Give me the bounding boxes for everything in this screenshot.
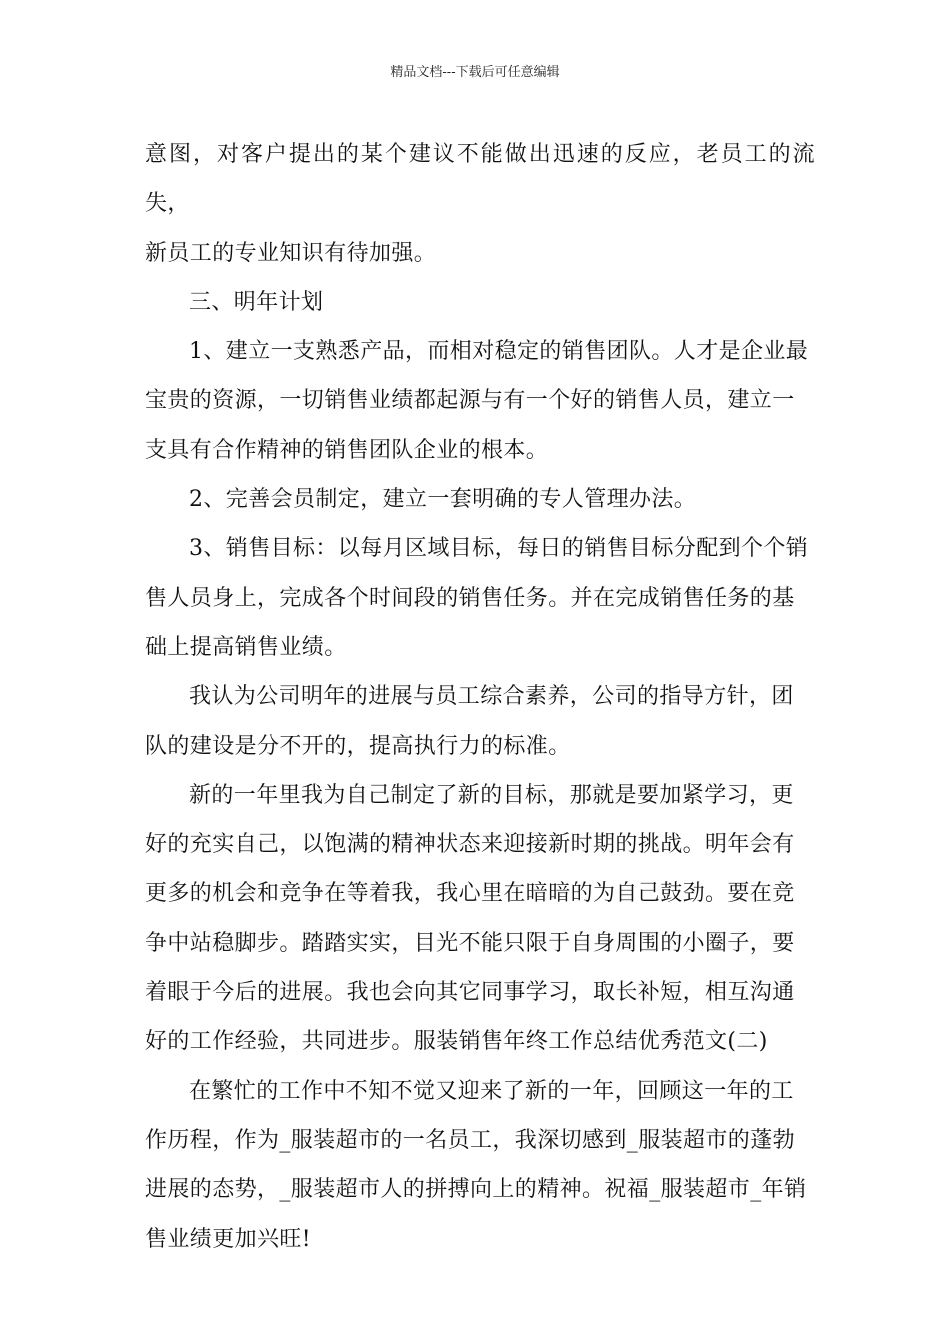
page-header: 精品文档---下载后可任意编辑 xyxy=(390,65,560,80)
paragraph-review-year: 在繁忙的工作中不知不觉又迎来了新的一年，回顾这一年的工 作历程，作为_服装超市的一名员工，我深切感到_服装超市的蓬勃 进展的态势，_服装超市人的拼搏向上的精神。祝福_服装超市_年销 售业绩更加兴旺! xyxy=(145,1078,807,1252)
paragraph-plan-item-2: 2、完善会员制定，建立一套明确的专人管理办法。 xyxy=(189,487,697,513)
document-body xyxy=(145,130,815,1264)
paragraph-plan-item-3: 3、销售目标：以每月区域目标，每日的销售目标分配到个个销 售人员身上，完成各个时间段的销售任务。并在完成销售任务的基 础上提高销售业绩。 xyxy=(145,536,809,660)
section-heading-next-year-plan: 三、明年计划 xyxy=(189,289,324,315)
paragraph-continuation: 意图，对客户提出的某个建议不能做出迅速的反应，老员工的流失， 新员工的专业知识有待加强。 xyxy=(145,142,815,266)
paragraph-new-year-goals: 新的一年里我为自己制定了新的目标，那就是要加紧学习，更 好的充实自己，以饱满的精神状态来迎接新时期的挑战。明年会有 更多的机会和竞争在等着我，我心里在暗暗的为自己鼓劲。要在竞 争中站稳脚步。踏踏实实，目光不能只限于自身周围的小圈子，要 着眼于今后的进展。我也会向其它同事学习，取长补短，相互沟通 好的工作经验，共同进步。服装销售年终工作总结优秀范文(二) xyxy=(145,782,795,1055)
paragraph-company-development: 我认为公司明年的进展与员工综合素养，公司的指导方针，团 队的建设是分不开的，提高执行力的标准。 xyxy=(145,684,794,759)
paragraph-plan-item-1: 1、建立一支熟悉产品，而相对稳定的销售团队。人才是企业最 宝贵的资源，一切销售业绩都起源与有一个好的销售人员，建立一 支具有合作精神的销售团队企业的根本。 xyxy=(145,339,809,463)
